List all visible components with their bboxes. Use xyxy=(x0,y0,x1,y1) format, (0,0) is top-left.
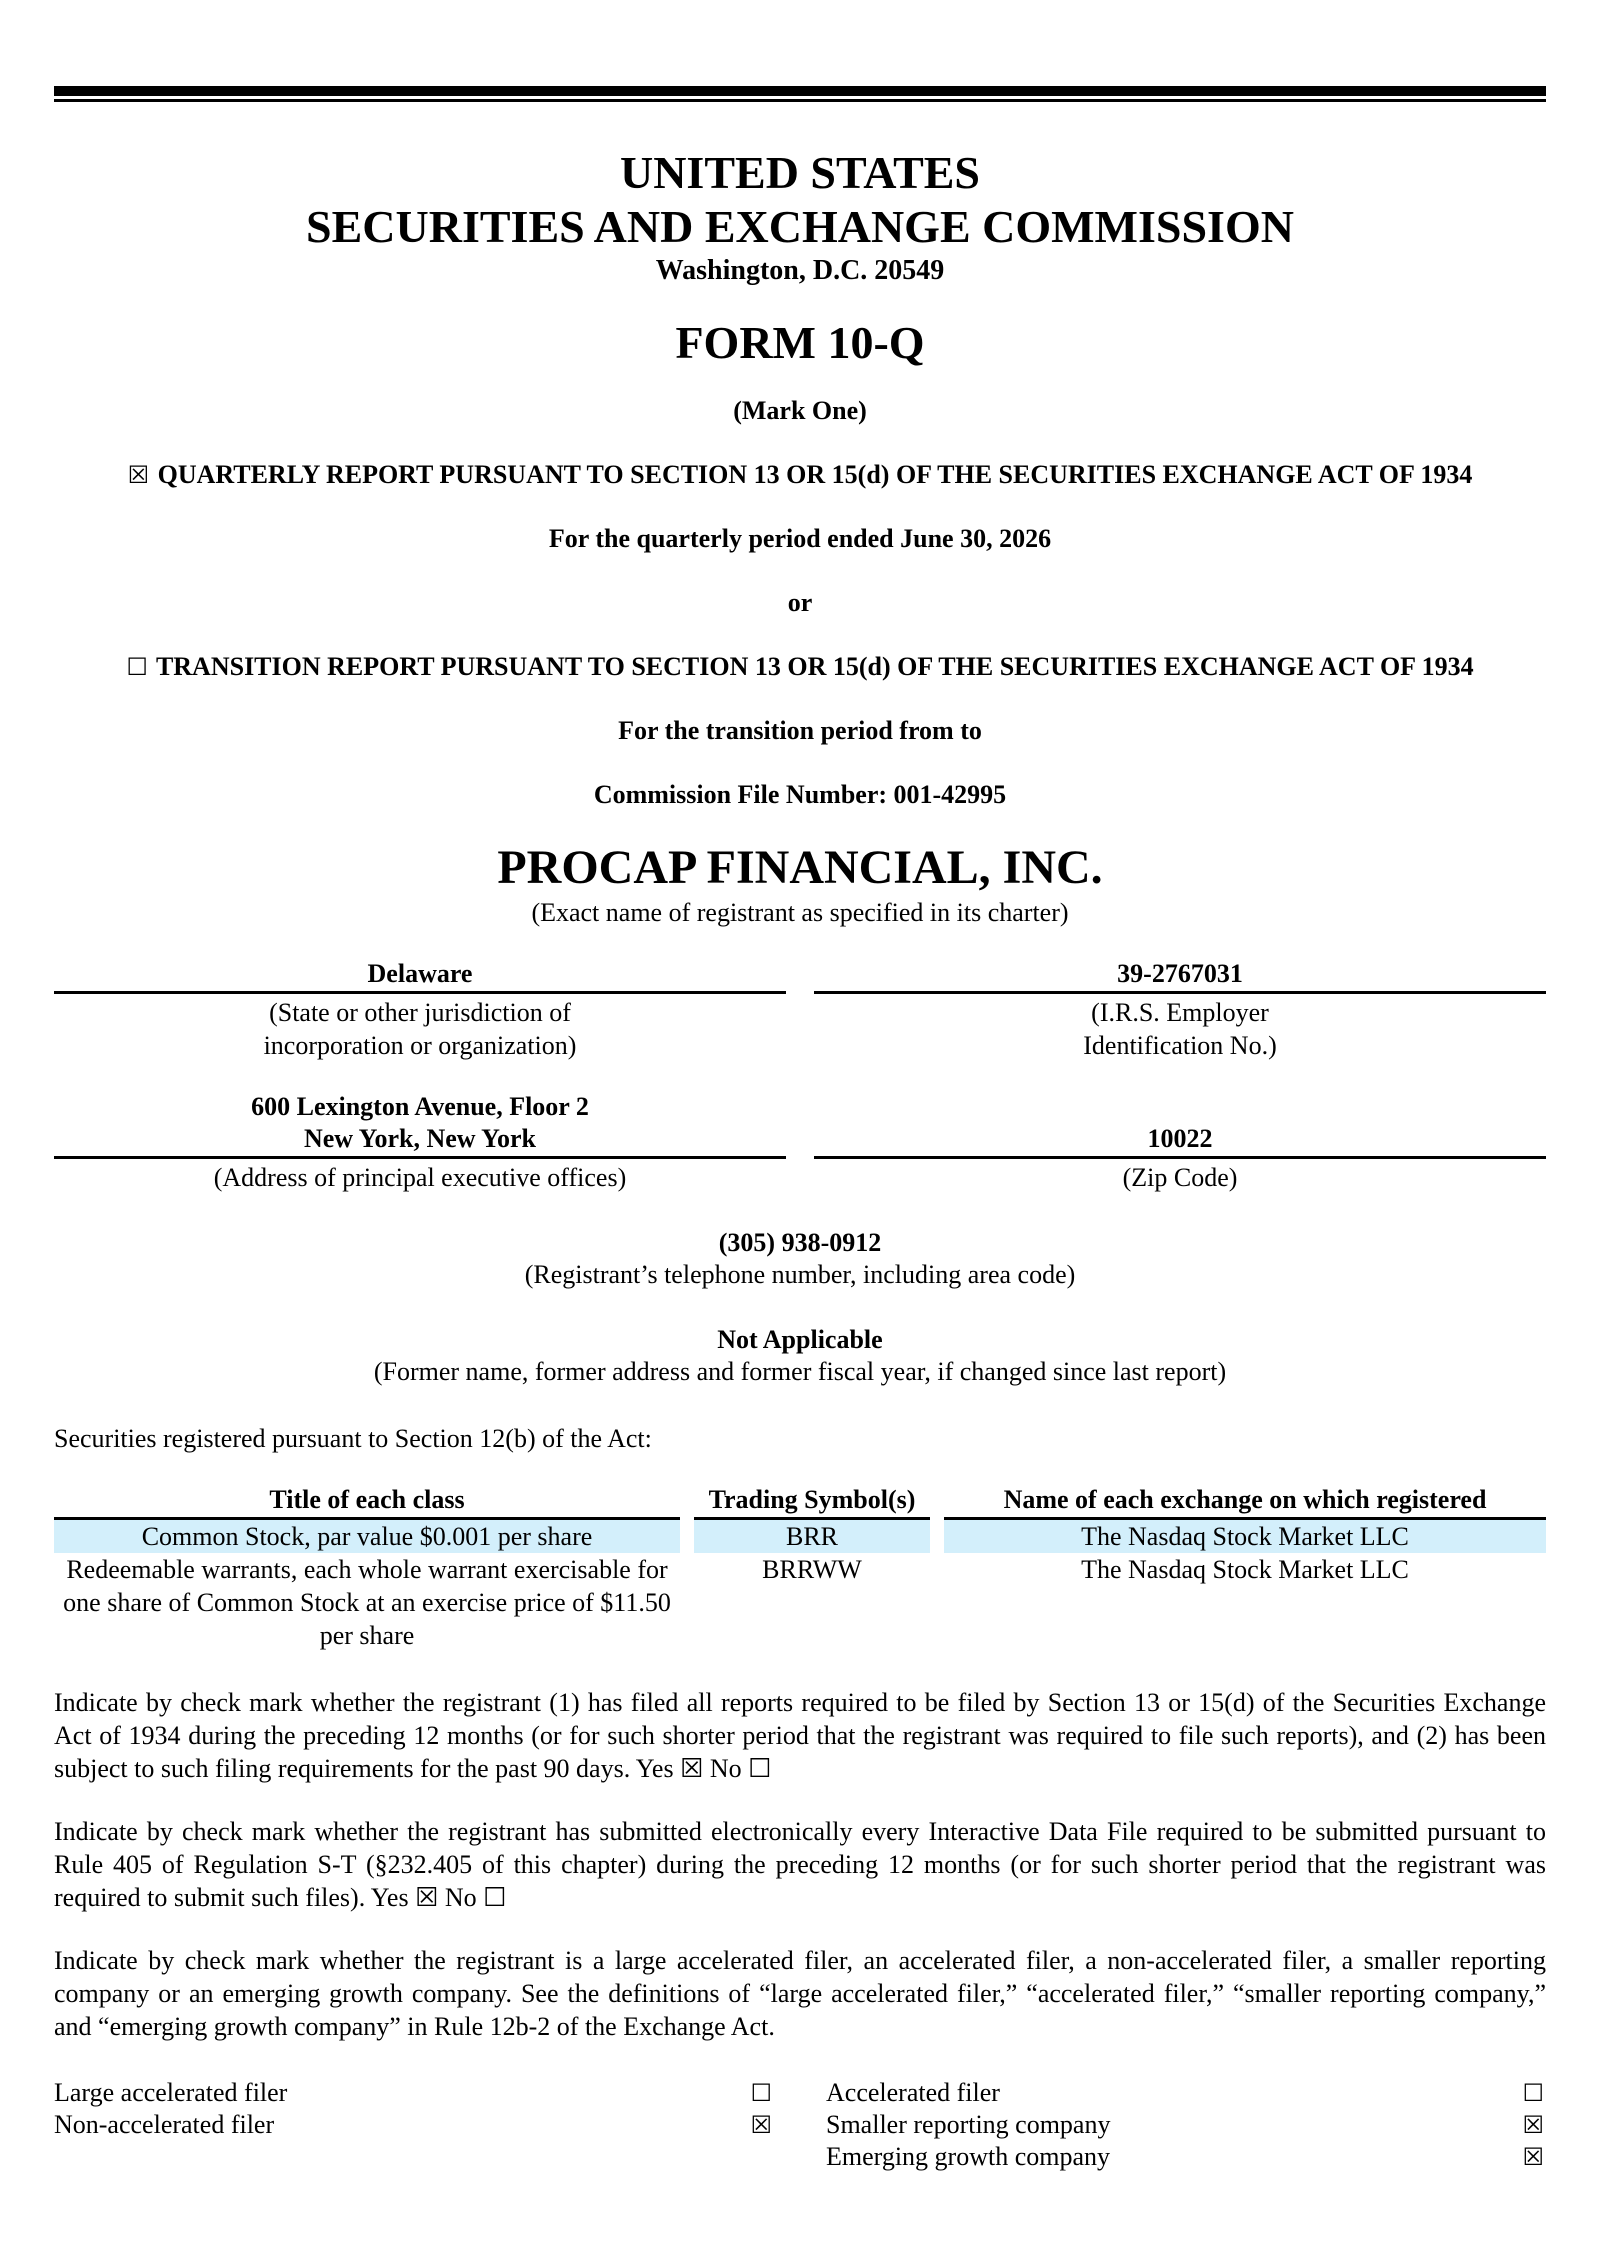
filer-label: Large accelerated filer xyxy=(54,2078,288,2107)
state-caption xyxy=(54,996,786,1062)
trading-symbol: BRR xyxy=(694,1520,930,1553)
exchange-name: The Nasdaq Stock Market LLC xyxy=(944,1520,1546,1553)
quarterly-checkbox[interactable]: ☒ xyxy=(127,461,150,489)
filer-status-left xyxy=(54,2077,774,2173)
filer-status-grid xyxy=(54,2077,1546,2173)
header-address: Washington, D.C. 20549 xyxy=(655,255,945,286)
header-united-states: UNITED STATES xyxy=(619,147,981,198)
transition-checkbox[interactable]: ☐ xyxy=(126,653,148,681)
address-line-2: New York, New York xyxy=(54,1124,786,1159)
filer-checkbox[interactable]: ☐ xyxy=(750,2079,772,2107)
filer-row-large-accelerated xyxy=(54,2077,774,2109)
filer-checkbox[interactable]: ☒ xyxy=(1522,2143,1544,2171)
zip-value: 10022 xyxy=(814,1124,1546,1159)
address-zip-row xyxy=(54,1092,1546,1194)
transition-report-line xyxy=(54,652,1546,682)
filer-label: Accelerated filer xyxy=(826,2078,1000,2107)
transition-period: For the transition period from to xyxy=(618,716,982,745)
mark-one: (Mark One) xyxy=(733,396,867,425)
former-name-value: Not Applicable xyxy=(717,1325,883,1354)
header-exchange-name: Name of each exchange on which registered xyxy=(944,1485,1546,1520)
commission-file-number: Commission File Number: 001-42995 xyxy=(593,780,1007,809)
filer-checkbox[interactable]: ☒ xyxy=(750,2111,772,2139)
filer-row-accelerated xyxy=(826,2077,1546,2109)
securities-table-header xyxy=(54,1485,1546,1520)
state-block xyxy=(54,959,786,1062)
question-filed-reports: Indicate by check mark whether the registrant (1) has filed all reports required to be filed by Section 13 or 15(d) of the Securities Exchange Act of 1934 during the preceding 12 months (or for such shorter period that the registrant was required to file such reports), and (2) has been subject to such filing requirements for the past 90 days. Yes ☒ No ☐ xyxy=(54,1688,1546,1783)
filer-row-smaller-reporting xyxy=(826,2109,1546,2141)
quarterly-period: For the quarterly period ended June 30, 2026 xyxy=(548,524,1052,553)
irs-caption-line-2: Identification No.) xyxy=(1083,1031,1277,1060)
filer-checkbox[interactable]: ☒ xyxy=(1522,2111,1544,2139)
quarterly-report-label: QUARTERLY REPORT PURSUANT TO SECTION 13 OR 15(d) OF THE SECURITIES EXCHANGE ACT OF 1934 xyxy=(157,460,1473,489)
filer-checkbox[interactable]: ☐ xyxy=(1522,2079,1544,2107)
transition-report-label: TRANSITION REPORT PURSUANT TO SECTION 13 OR 15(d) OF THE SECURITIES EXCHANGE ACT OF 1934 xyxy=(155,652,1474,681)
zip-caption: (Zip Code) xyxy=(1122,1163,1238,1192)
header-sec: SECURITIES AND EXCHANGE COMMISSION xyxy=(306,201,1294,252)
question-interactive-data: Indicate by check mark whether the registrant has submitted electronically every Interactive Data File required to be submitted pursuant to Rule 405 of Regulation S-T (§232.405 of this chapter) during the preceding 12 months (or for such shorter period that the registrant was required to submit such files). Yes ☒ No ☐ xyxy=(54,1817,1546,1912)
address-block xyxy=(54,1092,786,1194)
security-title: Common Stock, par value $0.001 per share xyxy=(54,1520,680,1553)
question-filer-status: Indicate by check mark whether the registrant is a large accelerated filer, an accelerated filer, a non-accelerated filer, a smaller reporting company or an emerging growth company. See the definitions of “large accelerated filer,” “accelerated filer,” “smaller reporting company,” and “emerging growth company” in Rule 12b-2 of the Exchange Act. xyxy=(54,1946,1546,2041)
address-caption: (Address of principal executive offices) xyxy=(213,1163,627,1192)
company-name: PROCAP FINANCIAL, INC. xyxy=(497,841,1103,894)
quarterly-report-line xyxy=(54,460,1546,490)
irs-value: 39-2767031 xyxy=(814,959,1546,994)
filer-row-non-accelerated xyxy=(54,2109,774,2141)
security-title: Redeemable warrants, each whole warrant exercisable for one share of Common Stock at an exercise price of $11.50 per share xyxy=(63,1555,671,1650)
phone-caption: (Registrant’s telephone number, including area code) xyxy=(524,1260,1076,1289)
securities-intro: Securities registered pursuant to Section 12(b) of the Act: xyxy=(54,1424,652,1453)
state-irs-row xyxy=(54,959,1546,1062)
filer-label: Smaller reporting company xyxy=(826,2110,1111,2139)
filer-label: Emerging growth company xyxy=(826,2142,1111,2171)
table-row xyxy=(54,1520,1546,1553)
state-caption-line-2: incorporation or organization) xyxy=(263,1031,577,1060)
state-caption-line-1: (State or other jurisdiction of xyxy=(269,998,571,1027)
zip-block xyxy=(814,1124,1546,1194)
address-line-1: 600 Lexington Avenue, Floor 2 xyxy=(251,1092,589,1121)
company-name-caption: (Exact name of registrant as specified in its charter) xyxy=(531,898,1069,927)
exchange-name: The Nasdaq Stock Market LLC xyxy=(1081,1555,1409,1584)
filer-label: Non-accelerated filer xyxy=(54,2110,275,2139)
filer-row-emerging-growth xyxy=(826,2141,1546,2173)
state-value: Delaware xyxy=(54,959,786,994)
irs-caption-line-1: (I.R.S. Employer xyxy=(1091,998,1269,1027)
or-text: or xyxy=(787,588,813,617)
securities-table xyxy=(40,1485,1560,1652)
former-name-caption: (Former name, former address and former fiscal year, if changed since last report) xyxy=(373,1357,1227,1386)
phone-value: (305) 938-0912 xyxy=(718,1228,882,1257)
top-rule xyxy=(54,86,1546,102)
header-trading-symbol: Trading Symbol(s) xyxy=(694,1485,930,1520)
form-10q-cover-page xyxy=(54,86,1546,2173)
filer-status-right xyxy=(826,2077,1546,2173)
trading-symbol: BRRWW xyxy=(762,1555,862,1584)
table-row xyxy=(54,1553,1546,1652)
header-title-of-class: Title of each class xyxy=(54,1485,680,1520)
irs-caption xyxy=(814,996,1546,1062)
irs-block xyxy=(814,959,1546,1062)
form-title: FORM 10-Q xyxy=(675,317,925,368)
